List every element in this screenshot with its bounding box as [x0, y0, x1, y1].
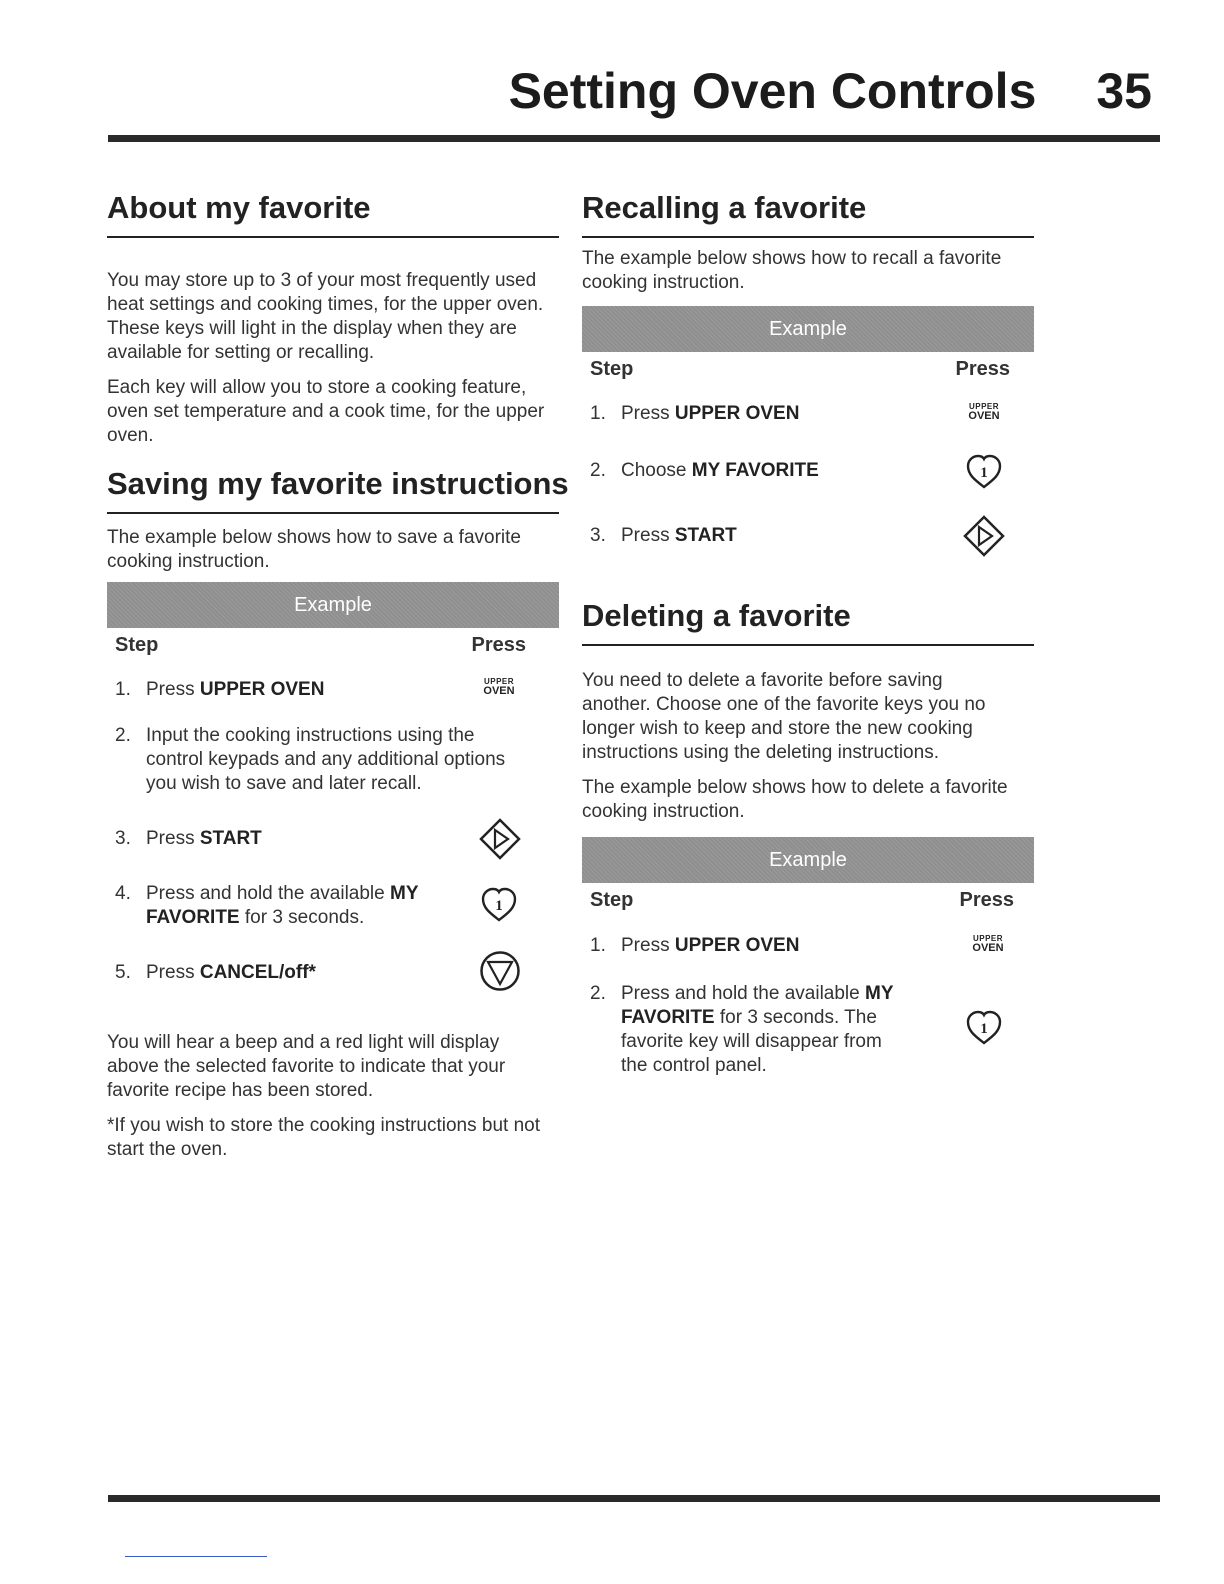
saving-example-banner: Example: [107, 582, 559, 628]
recalling-example-banner: Example: [582, 306, 1034, 352]
step-number: 1.: [590, 403, 606, 424]
recalling-table-header: [582, 352, 1034, 381]
step-number: 3.: [115, 828, 131, 849]
step-text: Press and hold the available MY FAVORITE for 3 seconds.: [146, 883, 419, 928]
saving-intro: The example below shows how to save a favorite cooking instruction.: [107, 527, 521, 572]
step-text: Press START: [146, 828, 262, 849]
step-number: 2.: [590, 983, 606, 1004]
recalling-heading: Recalling a favorite: [582, 190, 1034, 238]
deleting-heading: Deleting a favorite: [582, 598, 1034, 646]
step-number: 2.: [590, 460, 606, 481]
step-text: Press CANCEL/off*: [146, 962, 316, 983]
step-column-label: Step: [590, 889, 634, 911]
page-number: 35: [1096, 63, 1152, 119]
saving-confirmation-text: You will hear a beep and a red light will display above the selected favorite to indicate that your favorite recipe has been stored.: [107, 1032, 506, 1101]
step-text: Press UPPER OVEN: [146, 679, 325, 700]
deleting-example-banner: Example: [582, 837, 1034, 883]
step-text: Press START: [621, 525, 737, 546]
press-column-label: Press: [959, 889, 1014, 911]
recalling-intro: The example below shows how to recall a favorite cooking instruction.: [582, 248, 1002, 293]
deleting-paragraph-2: The example below shows how to delete a favorite cooking instruction.: [582, 777, 1008, 822]
favorite-1-key-icon: [480, 886, 518, 924]
svg-text:1: 1: [980, 465, 988, 481]
saving-example: [107, 582, 559, 1002]
step-number: 2.: [115, 725, 131, 746]
header-rule: [108, 135, 1160, 142]
footer-rule: [108, 1495, 1160, 1502]
step-number: 1.: [115, 679, 131, 700]
about-section: [107, 190, 559, 448]
saving-footnote: *If you wish to store the cooking instructions but not start the oven.: [107, 1115, 541, 1160]
step-number: 4.: [115, 883, 131, 904]
page-title: [509, 62, 1152, 120]
press-column-label: Press: [471, 634, 526, 656]
saving-heading: Saving my favorite instructions: [107, 466, 559, 514]
deleting-paragraph-1: You need to delete a favorite before saving another. Choose one of the favorite keys you no longer wish to keep and store the new cooking instructions using the deleting instructions.: [582, 670, 986, 763]
favorite-1-key-icon: [965, 453, 1003, 491]
saving-section: [107, 466, 569, 574]
recalling-example: [582, 306, 1034, 566]
step-number: 1.: [590, 935, 606, 956]
saving-notes: [107, 1031, 562, 1162]
step-text: Press and hold the available MY FAVORITE for 3 seconds. The favorite key will disappear from the control panel.: [621, 983, 894, 1076]
upper-oven-key-icon: UPPER OVEN: [968, 402, 1000, 422]
deleting-table-header: [582, 883, 1034, 912]
start-key-icon: [963, 515, 1005, 557]
svg-text:1: 1: [980, 1021, 988, 1037]
step-number: 3.: [590, 525, 606, 546]
step-number: 5.: [115, 962, 131, 983]
about-heading: About my favorite: [107, 190, 559, 238]
press-column-label: Press: [955, 358, 1010, 380]
svg-text:1: 1: [495, 898, 503, 914]
footer-link-underline: [125, 1556, 267, 1557]
step-text: Input the cooking instructions using the control keypads and any additional options you wish to save and later recall.: [146, 725, 506, 794]
deleting-example: [582, 837, 1034, 1097]
deleting-section: [582, 598, 1034, 824]
favorite-1-key-icon: [965, 1009, 1003, 1047]
cancel-key-icon: [479, 950, 521, 992]
about-paragraph-1: You may store up to 3 of your most frequently used heat settings and cooking times, for the upper oven. These keys will light in the display when they are available for setting or recalling.: [107, 270, 544, 363]
step-text: Press UPPER OVEN: [621, 935, 800, 956]
page-title-text: Setting Oven Controls: [508, 63, 1037, 119]
step-column-label: Step: [590, 358, 634, 380]
start-key-icon: [479, 818, 521, 860]
upper-oven-key-icon: UPPER OVEN: [972, 934, 1004, 954]
recalling-section: [582, 190, 1034, 295]
upper-oven-key-icon: UPPER OVEN: [483, 677, 515, 697]
saving-table-header: [107, 628, 559, 657]
step-column-label: Step: [115, 634, 159, 656]
about-paragraph-2: Each key will allow you to store a cooking feature, oven set temperature and a cook time, for the upper oven.: [107, 377, 545, 446]
step-text: Press UPPER OVEN: [621, 403, 800, 424]
step-text: Choose MY FAVORITE: [621, 460, 819, 481]
